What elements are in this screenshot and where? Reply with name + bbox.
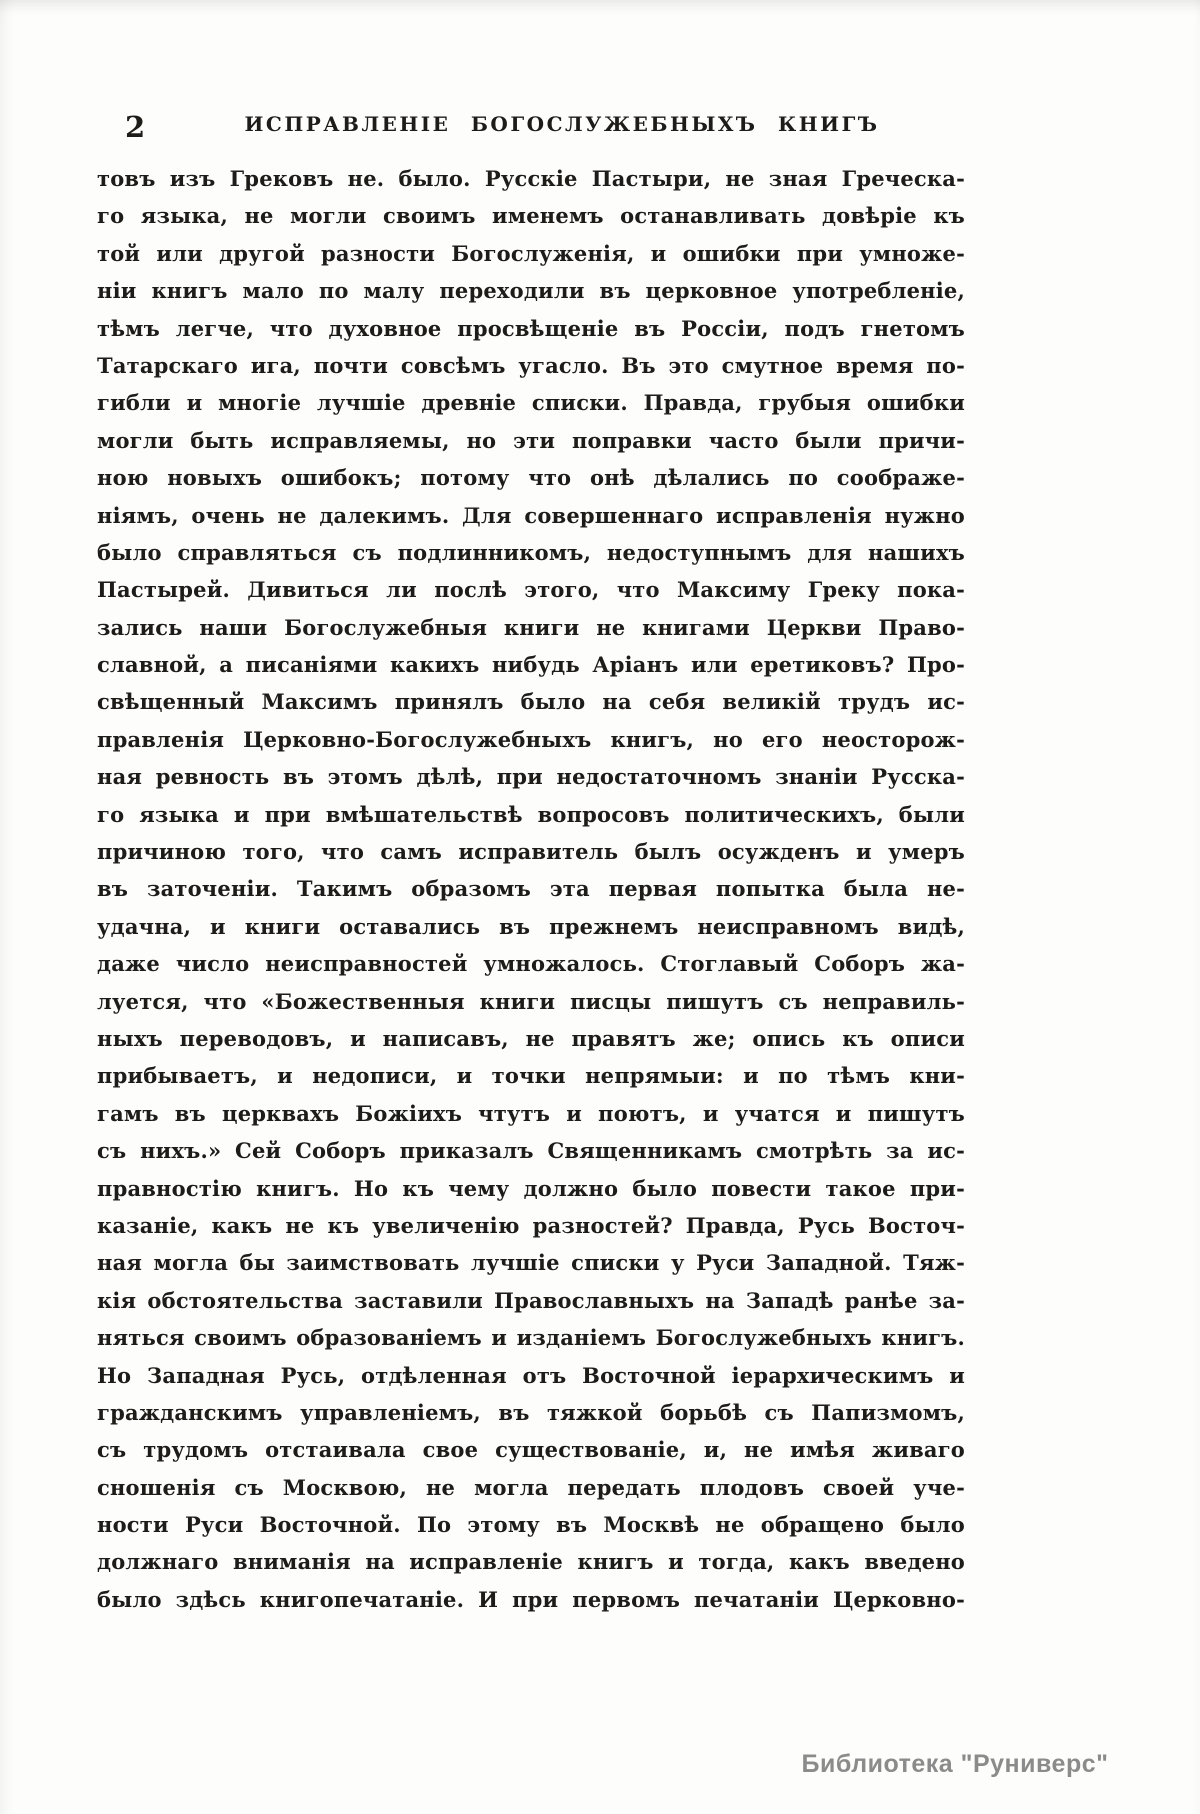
text-line: правностію книгъ. Но къ чему должно было повести такое при- <box>97 1175 965 1201</box>
text-line: было справляться съ подлинникомъ, недоступнымъ для нашихъ <box>97 539 965 565</box>
running-head: ИСПРАВЛЕНІЕ БОГОСЛУЖЕБНЫХЪ КНИГЪ <box>244 112 880 136</box>
library-watermark: Библиотека "Руниверс" <box>801 1750 1109 1778</box>
text-line: ніи книгъ мало по малу переходили въ церковное употребленіе, <box>97 278 965 304</box>
text-line: свѣщенный Максимъ принялъ было на себя великій трудъ ис- <box>97 689 965 715</box>
text-line: зались наши Богослужебныя книги не книгами Церкви Право- <box>97 614 965 640</box>
text-line: сношенія съ Москвою, не могла передать плодовъ своей уче- <box>97 1474 965 1500</box>
text-line: кія обстоятельства заставили Православныхъ на Западѣ ранѣе за- <box>97 1287 965 1313</box>
text-line: ная ревность въ этомъ дѣлѣ, при недостаточномъ знаніи Русска- <box>97 764 965 790</box>
text-line: казаніе, какъ не къ увеличенію разностей? Правда, Русь Восточ- <box>97 1212 965 1238</box>
text-line: даже число неисправностей умножалось. Стоглавый Соборъ жа- <box>97 951 965 977</box>
text-line: гибли и многіе лучшіе древніе списки. Правда, грубыя ошибки <box>97 390 965 416</box>
text-line: ная могла бы заимствовать лучшіе списки у Руси Западной. Тяж- <box>97 1250 965 1276</box>
text-line: съ нихъ.» Сей Соборъ приказалъ Священникамъ смотрѣть за ис- <box>97 1138 965 1164</box>
text-line: причиною того, что самъ исправитель былъ осужденъ и умеръ <box>97 839 965 865</box>
body-text-block <box>97 160 965 1618</box>
text-line: прибываетъ, и недописи, и точки непрямыи: и по тѣмъ кни- <box>97 1063 965 1089</box>
text-line: той или другой разности Богослуженія, и ошибки при умноже- <box>97 240 965 266</box>
text-line: ныхъ переводовъ, и написавъ, не правятъ же; опись къ описи <box>97 1025 965 1051</box>
text-line: го языка, не могли своимъ именемъ останавливать довѣріе къ <box>97 203 965 229</box>
text-line: должнаго вниманія на исправленіе книгъ и тогда, какъ введено <box>97 1549 965 1575</box>
text-line: ною новыхъ ошибокъ; потому что онѣ дѣлались по соображе- <box>97 465 965 491</box>
text-line: могли быть исправляемы, но эти поправки часто были причи- <box>97 427 965 453</box>
text-line: ности Руси Восточной. По этому въ Москвѣ не обращено было <box>97 1512 965 1538</box>
text-line: товъ изъ Грековъ не. было. Русскіе Пастыри, не зная Греческа- <box>97 166 965 191</box>
text-line: правленія Церковно-Богослужебныхъ книгъ, но его неосторож- <box>97 726 965 752</box>
text-line: Пастырей. Дивиться ли послѣ этого, что Максиму Греку пока- <box>97 577 965 603</box>
text-line: го языка и при вмѣшательствѣ вопросовъ политическихъ, были <box>97 801 965 827</box>
text-line: тѣмъ легче, что духовное просвѣщеніе въ Россіи, подъ гнетомъ <box>97 315 965 341</box>
text-line: гражданскимъ управленіемъ, въ тяжкой борьбѣ съ Папизмомъ, <box>97 1399 965 1425</box>
text-line: Но Западная Русь, отдѣленная отъ Восточной іерархическимъ и <box>97 1362 965 1388</box>
text-line: было здѣсь книгопечатаніе. И при первомъ печатаніи Церковно- <box>97 1586 965 1612</box>
page-header <box>97 112 965 154</box>
text-line: славной, а писаніями какихъ нибудь Аріанъ или еретиковъ? Про- <box>97 652 965 678</box>
text-line: гамъ въ церквахъ Божіихъ чтутъ и поютъ, и учатся и пишутъ <box>97 1100 965 1126</box>
text-line: ніямъ, очень не далекимъ. Для совершеннаго исправленія нужно <box>97 502 965 528</box>
text-line: луется, что «Божественныя книги писцы пишутъ съ неправиль- <box>97 988 965 1014</box>
text-line: въ заточеніи. Такимъ образомъ эта первая попытка была не- <box>97 876 965 902</box>
text-line: няться своимъ образованіемъ и изданіемъ Богослужебныхъ книгъ. <box>97 1325 965 1351</box>
text-line: Татарскаго ига, почти совсѣмъ угасло. Въ это смутное время по- <box>97 352 965 378</box>
text-line: съ трудомъ отстаивала свое существованіе, и, не имѣя живаго <box>97 1437 965 1463</box>
page-number: 2 <box>125 110 147 144</box>
text-line: удачна, и книги оставались въ прежнемъ неисправномъ видѣ, <box>97 913 965 939</box>
